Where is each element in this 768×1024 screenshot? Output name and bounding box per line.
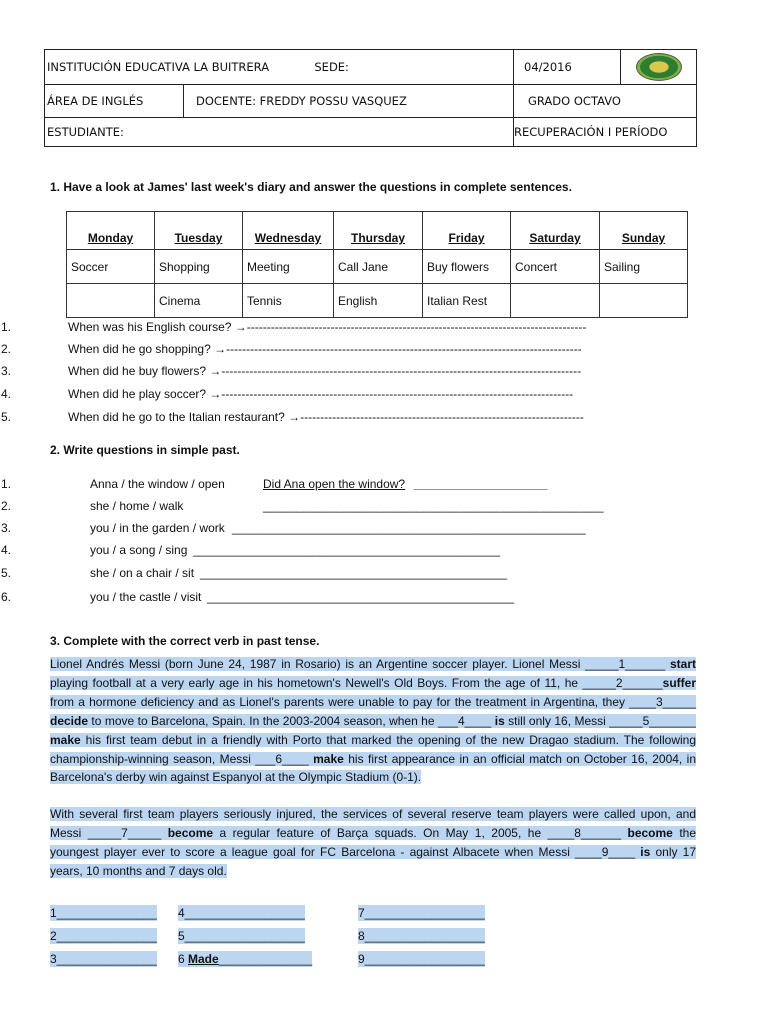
diary-cell: Buy flowers — [423, 250, 511, 284]
school-seal-icon — [636, 53, 682, 81]
paragraph-segment: only 17 years, 10 months and 7 days old. — [50, 844, 697, 878]
paragraph-segment: With several first team players seriously injured, the services of several reserve team players were called upon, and Messi _____7_____ — [50, 807, 696, 840]
day-header: Friday — [423, 212, 511, 250]
diary-cell: Sailing — [600, 250, 688, 284]
section3-title: 3. Complete with the correct verb in past tense. — [50, 634, 320, 648]
paragraph-text — [50, 807, 696, 878]
item-number: 3. — [1, 521, 12, 535]
answer-blank: 5__________________ — [178, 929, 305, 943]
verb-cue: suffer — [662, 675, 696, 690]
verb-cue: decide — [50, 713, 89, 728]
answer-6-made: Made — [188, 952, 219, 966]
exercise-item — [0, 499, 768, 515]
question-item — [0, 387, 768, 403]
exercise-item — [0, 477, 768, 493]
exercise-item — [0, 521, 768, 537]
paragraph-segment: his first appearance in an official match on October 16, 2004, in Barcelona's derby win against Espanyol at the Olympic Stadium (0-1). — [50, 751, 697, 785]
area: ÁREA DE INGLÉS — [47, 94, 144, 108]
diary-cell: English — [334, 284, 423, 318]
question-item — [0, 364, 768, 380]
section1-title: 1. Have a look at James' last week's diary and answer the questions in complete sentences. — [50, 180, 572, 194]
question-item — [0, 342, 768, 358]
answer-blank: 7__________________ — [358, 906, 485, 920]
question-text: When did he buy flowers? →------------------------------------------------------------------------------------------ — [68, 364, 582, 378]
item-blank: ______________________________________________ — [207, 590, 514, 604]
paragraph-segment: from a hormone deficiency and as Lionel's parents were unable to pay for the treatment in Argentina, they ____3_____ — [50, 694, 696, 709]
diary-cell — [511, 284, 600, 318]
recovery-label: RECUPERACIÓN I PERÍODO — [514, 125, 668, 139]
paragraph-text — [50, 657, 696, 784]
answer-blank: 9__________________ — [358, 952, 485, 966]
institution-cell — [45, 50, 514, 85]
diary-cell: Italian Rest — [423, 284, 511, 318]
day-header: Wednesday — [243, 212, 334, 250]
item-blank: ______________________________________________ — [200, 566, 507, 580]
diary-cell: Shopping — [155, 250, 243, 284]
grade: GRADO OCTAVO — [528, 94, 621, 108]
date-cell — [514, 50, 621, 85]
exercise-item — [0, 566, 768, 582]
verb-cue: become — [627, 825, 673, 840]
item-blank: ___________________________________________________ — [263, 499, 604, 513]
item-blank: ____________________ — [414, 477, 548, 491]
answer-blank: 4__________________ — [178, 906, 305, 920]
verb-cue: is — [640, 844, 651, 859]
messi-paragraph-1 — [50, 655, 696, 787]
item-cue: you / in the garden / work — [90, 521, 225, 535]
day-header: Thursday — [334, 212, 423, 250]
question-text: When was his English course? →------------------------------------------------------------------------------------- — [68, 320, 587, 334]
section2-title: 2. Write questions in simple past. — [50, 443, 240, 457]
teacher: DOCENTE: FREDDY POSSU VASQUEZ — [196, 94, 407, 108]
diary-cell — [67, 284, 155, 318]
question-item — [0, 320, 768, 336]
diary-cell: Meeting — [243, 250, 334, 284]
header-table — [44, 49, 697, 147]
paragraph-segment: the youngest player ever to score a league goal for FC Barcelona - against Albacete when Messi ____9____ — [50, 825, 696, 859]
answer-6 — [178, 951, 312, 967]
grade-cell — [514, 85, 697, 118]
item-blank: ______________________________________________ — [193, 543, 500, 557]
answer-6-rest: ______________ — [218, 952, 313, 966]
date: 04/2016 — [524, 60, 572, 74]
paragraph-segment: a regular feature of Barça squads. On May 1, 2005, he ____8______ — [213, 825, 628, 840]
messi-paragraph-2 — [50, 805, 696, 881]
question-number: 3. — [1, 364, 12, 378]
student-cell — [45, 118, 514, 147]
verb-cue: make — [50, 732, 81, 747]
day-header: Saturday — [511, 212, 600, 250]
teacher-cell — [184, 85, 514, 118]
paragraph-segment: Lionel Andrés Messi (born June 24, 1987 in Rosario) is an Argentine soccer player. Lionel Messi _____1______ — [50, 657, 670, 671]
recovery-cell — [514, 118, 697, 147]
paragraph-segment: still only 16, Messi _____5_______ — [504, 713, 696, 728]
institution-name: INSTITUCIÓN EDUCATIVA LA BUITRERA — [47, 60, 270, 74]
area-cell — [45, 85, 184, 118]
diary-cell: Concert — [511, 250, 600, 284]
exercise-item — [0, 543, 768, 559]
logo-cell — [621, 50, 697, 85]
answer-6-prefix: 6 — [178, 952, 189, 966]
question-text: When did he go shopping? →----------------------------------------------------------------------------------------- — [68, 342, 582, 356]
item-cue: you / the castle / visit — [90, 590, 202, 604]
exercise-item — [0, 590, 768, 606]
paragraph-segment: his first team debut in a friendly with Porto that marked the opening of the new Dragao stadium. The following championship-winning season, Messi ___6____ — [50, 732, 696, 766]
day-header: Monday — [67, 212, 155, 250]
diary-cell: Soccer — [67, 250, 155, 284]
question-text: When did he play soccer? →---------------------------------------------------------------------------------------- — [68, 387, 574, 401]
question-item — [0, 410, 768, 426]
paragraph-segment: to move to Barcelona, Spain. In the 2003-2004 season, when he ___4____ — [88, 713, 495, 728]
answer-blank: 1_______________ — [50, 906, 157, 920]
item-number: 4. — [1, 543, 12, 557]
item-cue: Anna / the window / open — [90, 477, 225, 491]
item-blank: _____________________________________________________ — [232, 521, 586, 535]
question-number: 5. — [1, 410, 12, 424]
diary-cell — [600, 284, 688, 318]
diary-cell: Tennis — [243, 284, 334, 318]
verb-cue: become — [167, 825, 214, 840]
answer-blank: 3_______________ — [50, 952, 157, 966]
student-label: ESTUDIANTE: — [47, 125, 124, 139]
item-answer: Did Ana open the window? — [263, 477, 406, 491]
item-number: 2. — [1, 499, 12, 513]
question-number: 1. — [1, 320, 12, 334]
sede-label: SEDE: — [314, 60, 349, 74]
verb-cue: is — [494, 713, 505, 728]
item-number: 6. — [1, 590, 12, 604]
answer-blank: 8__________________ — [358, 929, 485, 943]
answer-blank: 2_______________ — [50, 929, 157, 943]
diary-table — [66, 211, 688, 318]
item-number: 1. — [1, 477, 12, 491]
diary-cell: Cinema — [155, 284, 243, 318]
item-cue: she / on a chair / sit — [90, 566, 195, 580]
diary-cell: Call Jane — [334, 250, 423, 284]
item-cue: she / home / walk — [90, 499, 184, 513]
paragraph-segment: playing football at a very early age in his hometown's Newell's Old Boys. From the age of 11, he _____2______ — [50, 675, 663, 690]
question-number: 4. — [1, 387, 12, 401]
day-header: Tuesday — [155, 212, 243, 250]
verb-cue: make — [313, 751, 344, 766]
verb-cue: start — [669, 657, 696, 671]
question-number: 2. — [1, 342, 12, 356]
question-text: When did he go to the Italian restaurant? →----------------------------------------------------------------------- — [68, 410, 584, 424]
item-cue: you / a song / sing — [90, 543, 188, 557]
item-number: 5. — [1, 566, 12, 580]
day-header: Sunday — [600, 212, 688, 250]
